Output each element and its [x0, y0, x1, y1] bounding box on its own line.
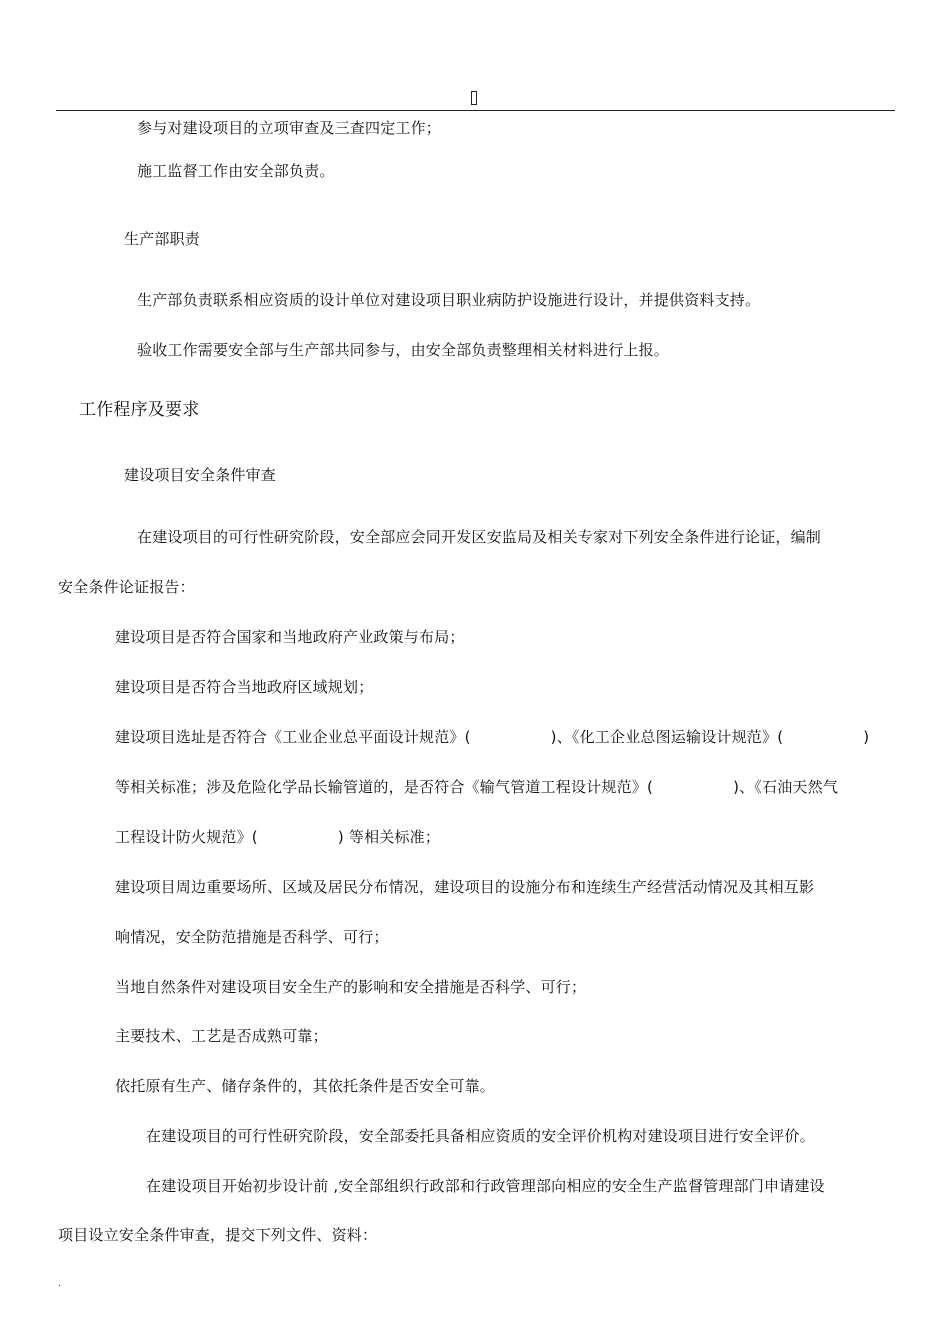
- header-rule: [56, 110, 895, 111]
- paragraph-feasibility-line1: 在建设项目的可行性研究阶段，安全部应会同开发区安监局及相关专家对下列安全条件进行论证，编制: [137, 528, 822, 546]
- list-item-technology: 主要技术、工艺是否成熟可靠；: [115, 1027, 328, 1045]
- list-item-planning: 建设项目是否符合当地政府区域规划；: [115, 678, 374, 696]
- paragraph-production-design: 生产部负责联系相应资质的设计单位对建设项目职业病防护设施进行设计，并提供资料支持。: [137, 291, 761, 309]
- list-item-existing-conditions: 依托原有生产、储存条件的，其依托条件是否安全可靠。: [115, 1077, 496, 1095]
- paragraph-construction-supervision: 施工监督工作由安全部负责。: [137, 162, 335, 180]
- paragraph-review-participation: 参与对建设项目的立项审查及三查四定工作；: [137, 119, 442, 137]
- paragraph-application-line1: 在建设项目开始初步设计前 ,安全部组织行政部和行政管理部向相应的安全生产监督管理部门申请建设: [146, 1177, 825, 1195]
- paragraph-safety-evaluation: 在建设项目的可行性研究阶段，安全部委托具备相应资质的安全评价机构对建设项目进行安全评价。: [146, 1127, 815, 1145]
- paragraph-application-line2: 项目设立安全条件审查，提交下列文件、资料：: [58, 1226, 378, 1244]
- list-item-surroundings-line1: 建设项目周边重要场所、区域及居民分布情况，建设项目的设施分布和连续生产经营活动情况及其相互影: [115, 878, 815, 896]
- list-item-site-line2: 等相关标准；涉及危险化学品长输管道的，是否符合《输气管道工程设计规范》( )、《石油天然气: [115, 778, 839, 796]
- list-item-site-line3: 工程设计防火规范》( ) 等相关标准；: [115, 828, 441, 846]
- list-item-natural-conditions: 当地自然条件对建设项目安全生产的影响和安全措施是否科学、可行；: [115, 978, 587, 996]
- heading-production-duties: 生产部职责: [124, 230, 201, 248]
- footer-mark: .: [58, 1278, 62, 1289]
- paragraph-feasibility-line2: 安全条件论证报告：: [58, 578, 195, 596]
- list-item-policy: 建设项目是否符合国家和当地政府产业政策与布局；: [115, 628, 465, 646]
- list-item-surroundings-line2: 响情况，安全防范措施是否科学、可行；: [115, 928, 389, 946]
- paragraph-acceptance: 验收工作需要安全部与生产部共同参与，由安全部负责整理相关材料进行上报。: [137, 341, 670, 359]
- list-item-site-line1: 建设项目选址是否符合《工业企业总平面设计规范》( )、《化工企业总图运输设计规范》( ): [115, 728, 870, 746]
- header-placeholder-glyph: [471, 91, 477, 105]
- heading-safety-review: 建设项目安全条件审查: [124, 466, 277, 484]
- heading-procedures: 工作程序及要求: [79, 400, 200, 420]
